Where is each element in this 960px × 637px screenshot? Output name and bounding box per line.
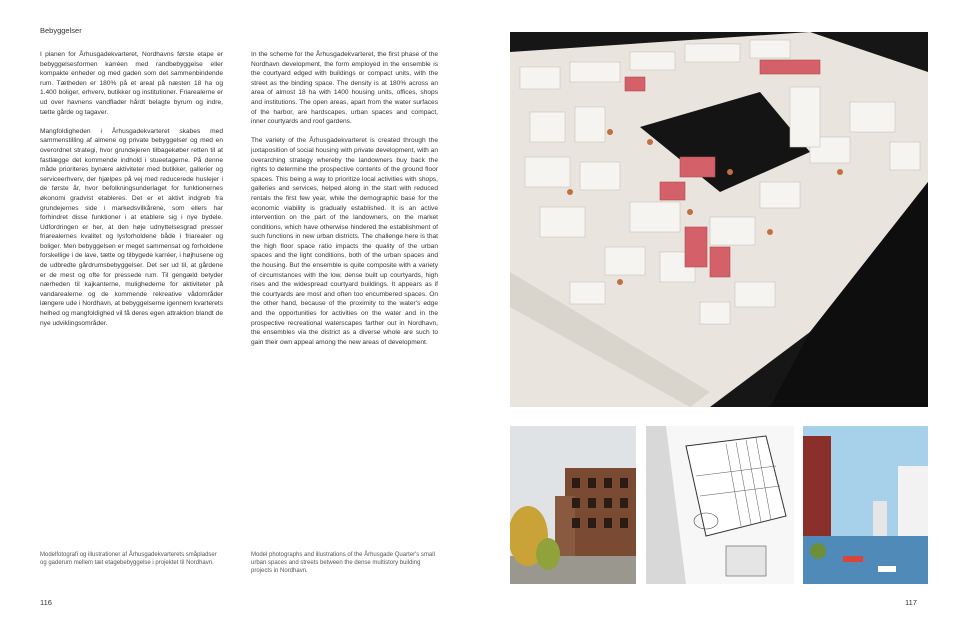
waterfront-illustration [803, 426, 928, 584]
english-text-column [251, 50, 438, 357]
english-paragraph-2: The variety of the Århusgadekvarteret is created through the juxtaposition of social housing with private development, with an overarching strategy whereby the landowners buy back the rights to determine the prospective contents of the ground floor spaces. This being a way to prioritize local activities with shops, galleries and services, helped along in the start with reduced rentals the first few year, while the demographic base for the economic viability is gradually established. It is an active intervention on the part of the landowners, on the market conditions, which have otherwise hindered the establishment of such functions in new urban districts. The challenge here is that the high floor space ratio impacts the quality of the urban spaces and the light conditions, both of the urban spaces and the housing. But the ensemble is quite composite with a variety of circumstances with the low, dense built up courtyards, high rises and the widespread courtyard buildings. It appears as if the courtyards are most and often too encumbered spaces. On the other hand, because of the proximity to the water's edge and the opportunities for activities on the water and in the prospective recreational waterscapes farther out in Nordhavn, the ensembles via the district as a diverse whole are such to gain their own appeal among the new areas of development. [251, 137, 438, 346]
page-number-left: 116 [40, 598, 52, 607]
danish-text-column [40, 50, 223, 338]
danish-paragraph-1: I planen for Århusgadekvarteret, Nordhavns første etape er bebyggelsesformen karréen med randbebyggelse eller kompakte enheder og med gaden som det sammenbindende rum. Tætheden er 180% på et areal på næsten 18 ha og 1.400 boliger, erhverv, butikker og institutioner. Friarealerne er ud over havnens vandflader hårdt belagte byrum og indre, tætte gårde og tagaver. [40, 51, 223, 116]
section-header: Bebyggelser [40, 26, 82, 35]
site-plan-drawing [646, 426, 794, 584]
danish-paragraph-2: Mangfoldigheden i Århusgadekvarteret skabes med sammenstilling af almene og private bebyggelser og med en overordnet strategi, hvor grundejeren tilbagekøber retten til at fastlægge det kommende indhold i stueetagerne. På denne måde prioriteres bynære aktiviteter med butikker, gallerier og serviceerhverv, der hjælpes på vej med reducerede huslejer i de første år, hvor befolkningsunderlaget for funktionernes økonomi gradvist etableres. Det er et aktivt indgreb fra grundejernes side i markedsvilkårene, som ellers har forhindret disse funktioner i at etablere sig i nye bydele. Udfordringen er her, at den høje udnyttelsesgrad presser friarealernes kvalitet og lysforholdene både i friarealer og boliger. Men bebyggelsen er meget sammensat og forholdene forskellige i de lave, tætte og tilbygede karréer, i højhusene og de udbredte gårdrumsbebyggelser. Det ser ud til, at gårdene er de mest og ofte for pressede rum. Til gengæld betyder nærheden til kajkanterne, mulighederne for aktiviteter på vandarealerne og de kommende rekreative vådområder længere ude i Nordhavn, at bebyggelserne igennem kvarterets helhed og mangfoldighed vil få deres egen attraktion blandt de nye udviklingsområder. [40, 127, 223, 327]
street-illustration [510, 426, 636, 584]
caption-danish: Modelfotografi og illustrationer af Århusgadekvarterets småpladser og gaderum mellem tæt etagebebyggelse i projektet til Nordhavn. [40, 552, 217, 567]
caption-english: Model photographs and illustrations of the Århusgade Quarter's small urban spaces and streets between the dense multistory building projects in Nordhavn. [251, 552, 435, 575]
english-paragraph-1: In the scheme for the Århusgadekvarteret, the first phase of the Nordhavn development, the form employed in the ensemble is the courtyard edged with buildings or compact units, with the street as the binding space. The density is at 180% across an area of almost 18 ha with 1400 housing units, offices, shops and institutions. The open areas, apart from the water surfaces of the harbor, are hardscapes, urban spaces and compact, inner courtyards and roof gardens. [251, 51, 438, 126]
page-number-right: 117 [905, 598, 917, 607]
model-photo [510, 32, 928, 407]
